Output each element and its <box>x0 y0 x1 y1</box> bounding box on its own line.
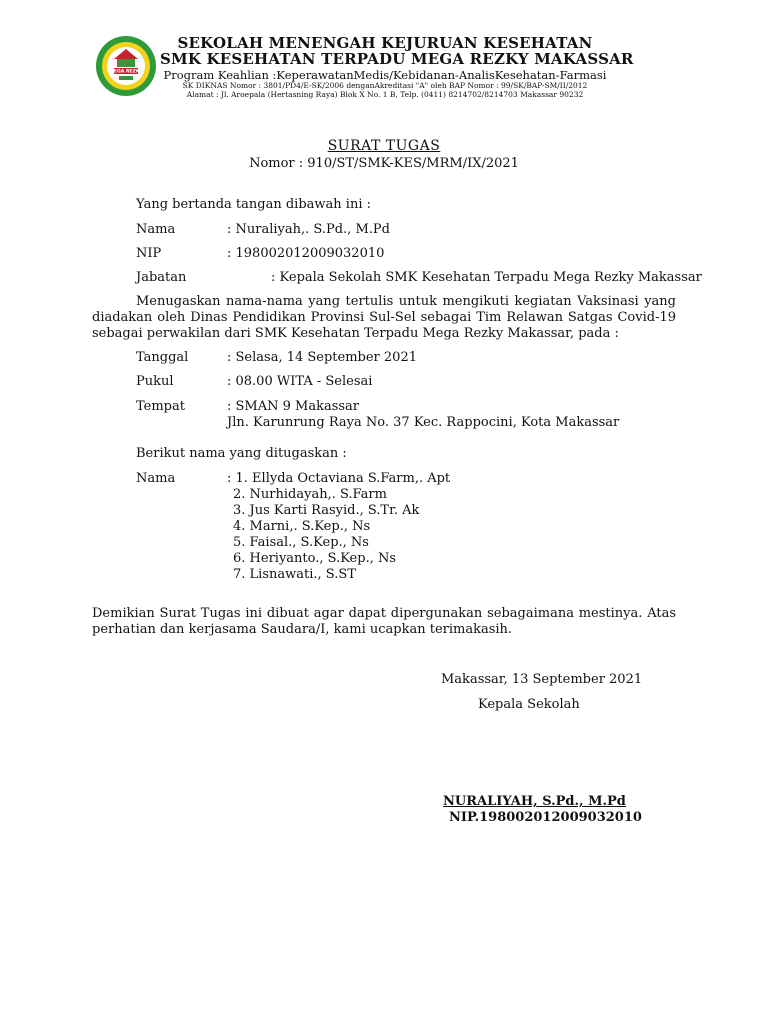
closing-paragraph: Demikian Surat Tugas ini dibuat agar dapat dipergunakan sebagaimana mestinya. Atas perhatian dan kerjasama Saudara/I, kami ucapkan terimakasih. <box>92 606 676 637</box>
signature-name: NURALIYAH, S.Pd., M.Pd <box>443 794 626 809</box>
assignee-item: 5. Faisal., S.Kep., Ns <box>233 535 369 550</box>
signer-nip-value: : 198002012009032010 <box>227 246 385 261</box>
school-logo <box>95 35 157 97</box>
assignees-intro: Berikut nama yang ditugaskan : <box>136 446 347 461</box>
signature-role: Kepala Sekolah <box>478 697 580 712</box>
assignment-paragraph-text: Menugaskan nama-nama yang tertulis untuk mengikuti kegiatan Vaksinasi yang diadakan oleh Dinas Pendidikan Provinsi Sul-Sel sebagai Tim Relawan Satgas Covid-19 sebagai perwakilan dari SMK Kesehatan Terpadu Mega Rezky Makassar, pada : <box>92 294 676 341</box>
letterhead-school-name: SMK KESEHATAN TERPADU MEGA REZKY MAKASSAR <box>160 50 634 68</box>
event-date-value: : Selasa, 14 September 2021 <box>227 350 417 365</box>
letterhead-accreditation: SK DIKNAS Nomor : 3801/PD4/E-SK/2006 denganAkreditasi "A" oleh BAP Nomor : 99/SK/BAP-SM/II/2012 <box>182 81 588 90</box>
signature-place-date: Makassar, 13 September 2021 <box>441 672 643 687</box>
signature-nip: NIP.198002012009032010 <box>449 810 642 825</box>
signer-name-label: Nama <box>136 222 176 237</box>
intro-text: Yang bertanda tangan dibawah ini : <box>136 197 371 212</box>
assignees-label: Nama <box>136 471 176 486</box>
letterhead-address: Alamat : Jl. Aroepala (Hertasning Raya) Blok X No. 1 B, Telp. (0411) 8214702/8214703 Makassar 90232 <box>186 90 584 99</box>
assignee-item: : 1. Ellyda Octaviana S.Farm,. Apt <box>227 471 451 486</box>
assignee-item: 2. Nurhidayah,. S.Farm <box>233 487 387 502</box>
event-place-label: Tempat <box>136 399 185 414</box>
assignee-item: 4. Marni,. S.Kep., Ns <box>233 519 371 534</box>
assignee-item: 6. Heriyanto., S.Kep., Ns <box>233 551 397 566</box>
event-place-address: Jln. Karunrung Raya No. 37 Kec. Rappocini, Kota Makassar <box>227 415 620 430</box>
event-date-label: Tanggal <box>136 350 189 365</box>
assignee-item: 7. Lisnawati., S.ST <box>233 567 356 582</box>
signer-nip-label: NIP <box>136 246 162 261</box>
event-time-value: : 08.00 WITA - Selesai <box>227 374 373 389</box>
letterhead-programs: Program Keahlian :KeperawatanMedis/Kebidanan-AnalisKesehatan-Farmasi <box>163 68 607 82</box>
letter-title: SURAT TUGAS <box>327 138 441 154</box>
letter-number: Nomor : 910/ST/SMK-KES/MRM/IX/2021 <box>249 156 519 171</box>
letterhead-line-1: SEKOLAH MENENGAH KEJURUAN KESEHATAN <box>177 34 593 52</box>
event-time-label: Pukul <box>136 374 174 389</box>
event-place-value: : SMAN 9 Makassar <box>227 399 360 414</box>
signer-name-value: : Nuraliyah,. S.Pd., M.Pd <box>227 222 390 237</box>
assignment-paragraph <box>92 294 676 342</box>
logo-text: MEGA REZKY <box>109 69 143 75</box>
signer-position-value: : Kepala Sekolah SMK Kesehatan Terpadu Mega Rezky Makassar <box>271 270 702 285</box>
assignee-item: 3. Jus Karti Rasyid., S.Tr. Ak <box>233 503 420 518</box>
signer-position-label: Jabatan <box>136 270 187 285</box>
